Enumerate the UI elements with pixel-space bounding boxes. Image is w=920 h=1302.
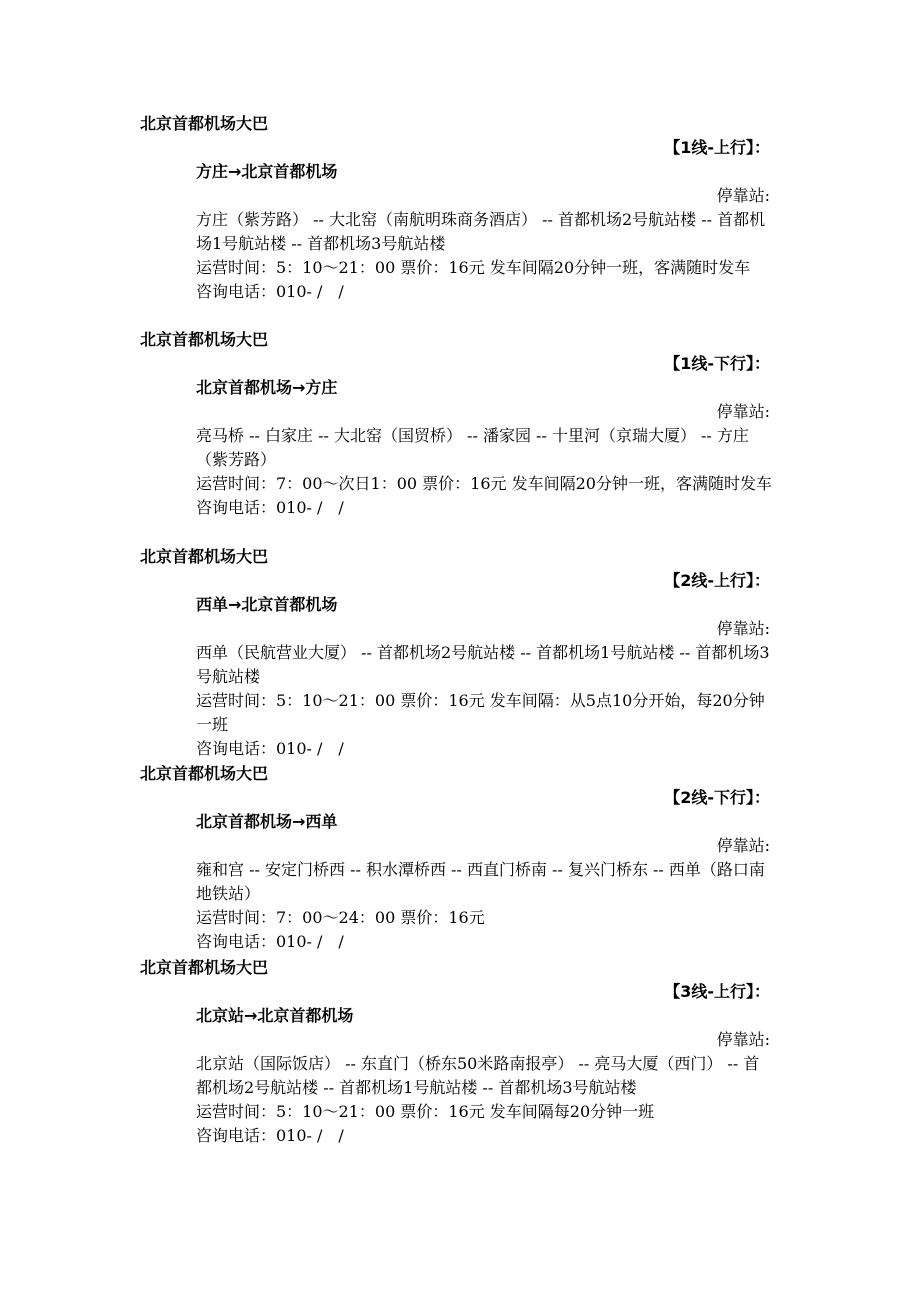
section-body: [196, 641, 772, 761]
phone-info: 咨询电话：010- / /: [196, 932, 344, 951]
stops-list: 西单（民航营业大厦） -- 首都机场2号航站楼 -- 首都机场1号航站楼 -- 首都机场3号航站楼: [196, 643, 770, 686]
section-title: 北京首都机场大巴: [140, 764, 269, 783]
section-body: [196, 858, 772, 954]
stops-list: 亮马桥 -- 白家庄 -- 大北窑（国贸桥） -- 潘家园 -- 十里河（京瑞大厦） -- 方庄（紫芳路）: [196, 426, 749, 469]
schedule-info: 运营时间：5：10～21：00 票价：16元 发车间隔：从5点10分开始，每20分钟一班: [196, 691, 765, 734]
phone-info: 咨询电话：010- / /: [196, 498, 344, 517]
line-direction-label: 【2线-上行】：: [664, 571, 770, 590]
schedule-info: 运营时间：7：00～24：00 票价：16元: [196, 908, 485, 927]
line-direction-label: 【3线-上行】：: [664, 982, 770, 1001]
stops-label: 停靠站:: [716, 619, 770, 638]
stops-label: 停靠站:: [716, 1030, 770, 1049]
section-body: [196, 1052, 772, 1148]
section-title: 北京首都机场大巴: [140, 114, 269, 133]
phone-info: 咨询电话：010- / /: [196, 1126, 344, 1145]
route-heading: 北京首都机场→西单: [196, 812, 338, 831]
schedule-info: 运营时间：5：10～21：00 票价：16元 发车间隔每20分钟一班: [196, 1102, 655, 1121]
phone-info: 咨询电话：010- / /: [196, 282, 344, 301]
section-title: 北京首都机场大巴: [140, 547, 269, 566]
stops-label: 停靠站:: [716, 836, 770, 855]
stops-list: 方庄（紫芳路） -- 大北窑（南航明珠商务酒店） -- 首都机场2号航站楼 -- 首都机场1号航站楼 -- 首都机场3号航站楼: [196, 210, 766, 253]
route-heading: 方庄→北京首都机场: [196, 162, 338, 181]
section-body: [196, 424, 772, 520]
stops-list: 北京站（国际饭店） -- 东直门（桥东50米路南报亭） -- 亮马大厦（西门） -- 首都机场2号航站楼 -- 首都机场1号航站楼 -- 首都机场3号航站楼: [196, 1054, 760, 1097]
route-heading: 北京首都机场→方庄: [196, 378, 338, 397]
section-title: 北京首都机场大巴: [140, 330, 269, 349]
route-heading: 西单→北京首都机场: [196, 595, 338, 614]
route-heading: 北京站→北京首都机场: [196, 1006, 354, 1025]
section-title: 北京首都机场大巴: [140, 958, 269, 977]
stops-list: 雍和宫 -- 安定门桥西 -- 积水潭桥西 -- 西直门桥南 -- 复兴门桥东 -- 西单（路口南地铁站）: [196, 860, 765, 903]
line-direction-label: 【1线-下行】：: [664, 354, 770, 373]
stops-label: 停靠站:: [716, 402, 770, 421]
schedule-info: 运营时间：5：10～21：00 票价：16元 发车间隔20分钟一班，客满随时发车: [196, 258, 751, 277]
section-body: [196, 208, 772, 304]
line-direction-label: 【2线-下行】：: [664, 788, 770, 807]
schedule-info: 运营时间：7：00～次日1：00 票价：16元 发车间隔20分钟一班，客满随时发车: [196, 474, 772, 493]
phone-info: 咨询电话：010- / /: [196, 739, 344, 758]
line-direction-label: 【1线-上行】：: [664, 138, 770, 157]
stops-label: 停靠站:: [716, 186, 770, 205]
